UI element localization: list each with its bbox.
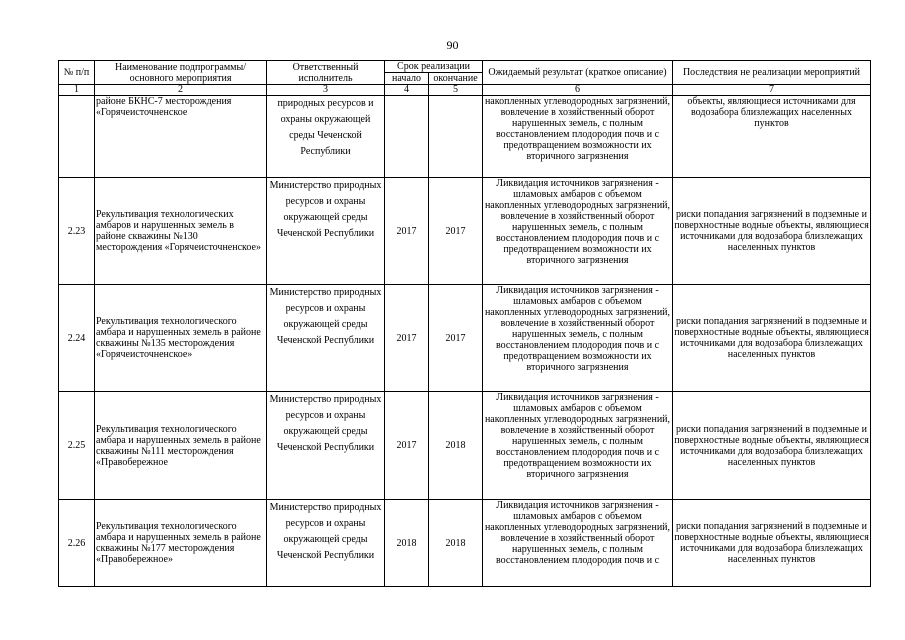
responsible-executor: природных ресурсов и охраны окружающей среды Чеченской Республики: [267, 96, 385, 178]
header-end: окончание: [429, 73, 483, 85]
column-number: 2: [95, 85, 267, 96]
activity-name: Рекультивация технологического амбара и нарушенных земель в районе скважины №111 месторождения «Правобережное: [95, 392, 267, 500]
column-number: 4: [385, 85, 429, 96]
consequences: риски попадания загрязнений в подземные и поверхностные водные объекты, являющиеся источниками для водозабора близлежащих населенных пунктов: [673, 178, 871, 285]
start-year: 2018: [385, 500, 429, 587]
header-start: начало: [385, 73, 429, 85]
responsible-executor: Министерство природных ресурсов и охраны окружающей среды Чеченской Республики: [267, 178, 385, 285]
activity-name: районе БКНС-7 месторождения «Горячеисточненское: [95, 96, 267, 178]
column-number: 6: [483, 85, 673, 96]
end-year: 2018: [429, 392, 483, 500]
responsible-executor: Министерство природных ресурсов и охраны окружающей среды Чеченской Республики: [267, 500, 385, 587]
start-year: 2017: [385, 285, 429, 392]
consequences: риски попадания загрязнений в подземные и поверхностные водные объекты, являющиеся источниками для водозабора близлежащих населенных пунктов: [673, 392, 871, 500]
column-number: 7: [673, 85, 871, 96]
row-number: [59, 96, 95, 178]
row-number: 2.26: [59, 500, 95, 587]
consequences: риски попадания загрязнений в подземные и поверхностные водные объекты, являющиеся источниками для водозабора близлежащих населенных пунктов: [673, 500, 871, 587]
table-row: [59, 392, 871, 500]
column-number-row: [59, 85, 871, 96]
row-number: 2.24: [59, 285, 95, 392]
end-year: 2017: [429, 285, 483, 392]
end-year: [429, 96, 483, 178]
end-year: 2017: [429, 178, 483, 285]
expected-result: Ликвидация источников загрязнения - шламовых амбаров с объемом накопленных углеводородных загрязнений, вовлечение в хозяйственный оборот нарушенных земель, с полным восстановлением плодородия почв и с предотвращением возможности их вторичного загрязнения: [483, 285, 673, 392]
header-num: № п/п: [59, 61, 95, 85]
activity-name: Рекультивация технологического амбара и нарушенных земель в районе скважины №177 месторождения «Правобережное»: [95, 500, 267, 587]
header-name: Наименование подпрограммы/ основного мероприятия: [95, 61, 267, 85]
start-year: 2017: [385, 178, 429, 285]
activity-name: Рекультивация технологического амбара и нарушенных земель в районе скважины №135 месторождения «Горячеисточненское»: [95, 285, 267, 392]
expected-result: Ликвидация источников загрязнения - шламовых амбаров с объемом накопленных углеводородных загрязнений, вовлечение в хозяйственный оборот нарушенных земель, с полным восстановлением плодородия почв и с: [483, 500, 673, 587]
expected-result: накопленных углеводородных загрязнений, вовлечение в хозяйственный оборот нарушенных земель, с полным восстановлением плодородия почв и с предотвращением возможности их вторичного загрязнения: [483, 96, 673, 178]
consequences: риски попадания загрязнений в подземные и поверхностные водные объекты, являющиеся источниками для водозабора близлежащих населенных пунктов: [673, 285, 871, 392]
column-number: 3: [267, 85, 385, 96]
activity-name: Рекультивация технологических амбаров и нарушенных земель в районе скважины №130 месторождения «Горячеисточненское»: [95, 178, 267, 285]
row-number: 2.23: [59, 178, 95, 285]
header-row: [59, 61, 871, 73]
table-row: [59, 96, 871, 178]
activities-table: [58, 60, 871, 587]
row-number: 2.25: [59, 392, 95, 500]
expected-result: Ликвидация источников загрязнения - шламовых амбаров с объемом накопленных углеводородных загрязнений, вовлечение в хозяйственный оборот нарушенных земель, с полным восстановлением плодородия почв и с предотвращением возможности их вторичного загрязнения: [483, 178, 673, 285]
consequences: объекты, являющиеся источниками для водозабора близлежащих населенных пунктов: [673, 96, 871, 178]
table-row: [59, 500, 871, 587]
header-consequences: Последствия не реализации мероприятий: [673, 61, 871, 85]
start-year: [385, 96, 429, 178]
column-number: 1: [59, 85, 95, 96]
start-year: 2017: [385, 392, 429, 500]
header-result: Ожидаемый результат (краткое описание): [483, 61, 673, 85]
expected-result: Ликвидация источников загрязнения - шламовых амбаров с объемом накопленных углеводородных загрязнений, вовлечение в хозяйственный оборот нарушенных земель, с полным восстановлением плодородия почв и с предотвращением возможности их вторичного загрязнения: [483, 392, 673, 500]
header-period: Срок реализации: [385, 61, 483, 73]
page-number: 90: [446, 38, 459, 52]
responsible-executor: Министерство природных ресурсов и охраны окружающей среды Чеченской Республики: [267, 285, 385, 392]
responsible-executor: Министерство природных ресурсов и охраны окружающей среды Чеченской Республики: [267, 392, 385, 500]
column-number: 5: [429, 85, 483, 96]
table-row: [59, 178, 871, 285]
header-responsible: Ответственный исполнитель: [267, 61, 385, 85]
table-row: [59, 285, 871, 392]
end-year: 2018: [429, 500, 483, 587]
